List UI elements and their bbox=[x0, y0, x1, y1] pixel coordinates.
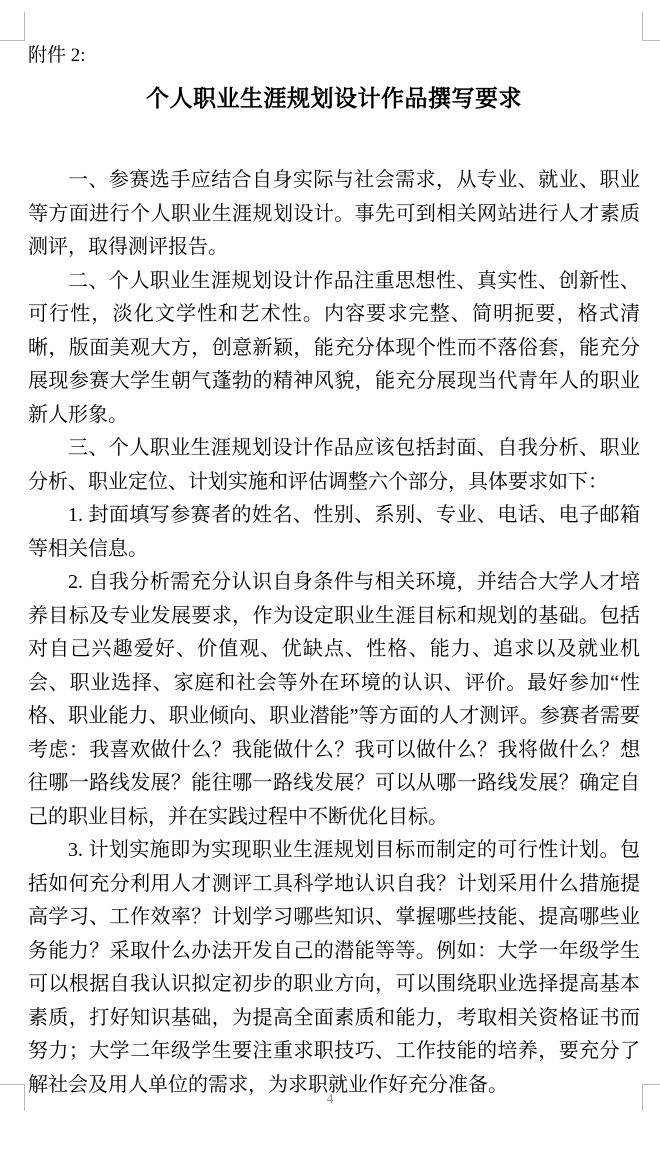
paragraph-4: 1. 封面填写参赛者的姓名、性别、系别、专业、电话、电子邮箱等相关信息。 bbox=[28, 504, 640, 560]
attachment-label: 附件 2: bbox=[28, 45, 86, 66]
paragraph-5: 2. 自我分析需充分认识自身条件与相关环境，并结合大学人才培养目标及专业发展要求，作为设定职业生涯目标和规划的基础。包括对自己兴趣爱好、价值观、优缺点、性格、能力、追求以及就业机会、职业选择、家庭和社会等外在环境的认识、评价。最好参加“性格、职业能力、职业倾向、职业潜能”等方面的人才测评。参赛者需要考虑：我喜欢做什么？我能做什么？我可以做什么？我将做什么？想往哪一路线发展？能往哪一路线发展？可以从哪一路线发展？确定自己的职业目标，并在实践过程中不断优化目标。 bbox=[28, 571, 640, 828]
margin-corner-mark-top-right bbox=[642, 12, 660, 41]
page-number: 4 bbox=[326, 1092, 334, 1107]
document-title: 个人职业生涯规划设计作品撰写要求 bbox=[146, 85, 522, 111]
paragraph-6: 3. 计划实施即为实现职业生涯规划目标而制定的可行性计划。包括如何充分利用人才测评工具科学地认识自我？计划采用什么措施提高学习、工作效率？计划学习哪些知识、掌握哪些技能、提高哪些业务能力？采取什么办法开发自己的潜能等等。例如：大学一年级学生可以根据自我认识拟定初步的职业方向，可以围绕职业选择提高基本素质，打好知识基础，为提高全面素质和能力，考取相关资格证书而努力；大学二年级学生要注重求职技巧、工作技能的培养，要充分了解社会及用人单位的需求，为求职就业作好充分准备。 bbox=[28, 839, 640, 1096]
document-body bbox=[28, 164, 640, 1102]
paragraph-3: 三、个人职业生涯规划设计作品应该包括封面、自我分析、职业分析、职业定位、计划实施和评估调整六个部分，具体要求如下： bbox=[28, 437, 640, 493]
margin-corner-mark-top-left bbox=[0, 12, 25, 41]
paragraph-1: 一、参赛选手应结合自身实际与社会需求，从专业、就业、职业等方面进行个人职业生涯规划设计。事先可到相关网站进行人才素质测评，取得测评报告。 bbox=[28, 169, 640, 258]
document-content bbox=[28, 44, 640, 1102]
paragraph-2: 二、个人职业生涯规划设计作品注重思想性、真实性、创新性、可行性，淡化文学性和艺术性。内容要求完整、简明扼要，格式清晰，版面美观大方，创意新颖，能充分体现个性而不落俗套，能充分展现参赛大学生朝气蓬勃的精神风貌，能充分展现当代青年人的职业新人形象。 bbox=[28, 269, 640, 426]
